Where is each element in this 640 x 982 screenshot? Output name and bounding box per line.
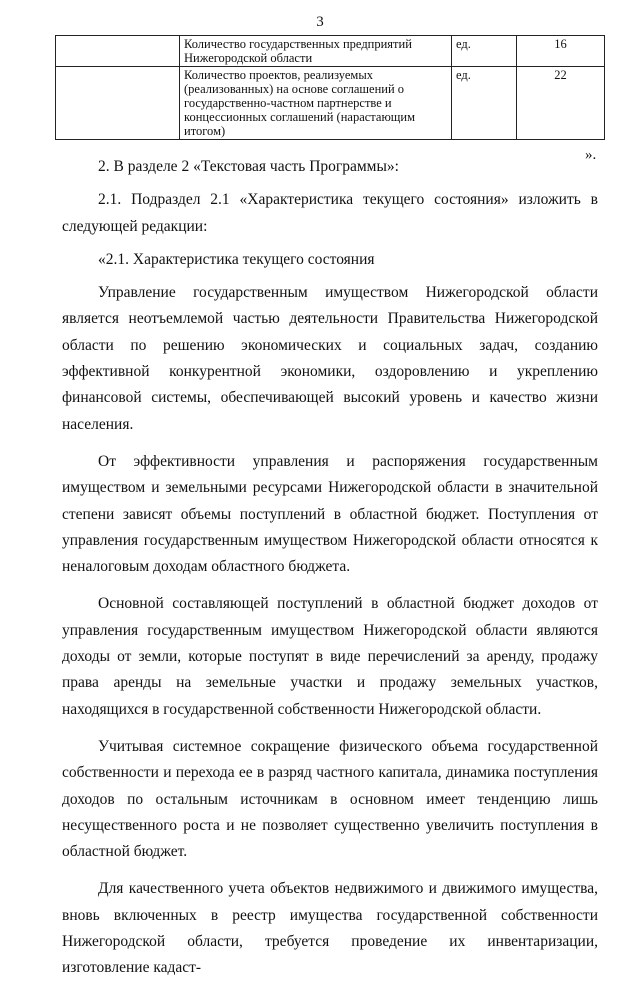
table-cell-name: Количество государственных предприятий Нижегородской области <box>180 36 452 67</box>
paragraph-subsection: 2.1. Подраздел 2.1 «Характеристика текущего состояния» изложить в следующей редакции: <box>62 191 598 235</box>
table-row <box>56 67 605 140</box>
paragraph: От эффективности управления и распоряжения государственным имуществом и земельными ресурсами Нижегородской области в значительной степени зависят объемы поступлений в областной бюджет. Поступления от управления государственным имуществом Нижегородской области относятся к неналоговым доходам областного бюджета. <box>62 452 598 576</box>
paragraph-title: «2.1. Характеристика текущего состояния <box>98 250 375 268</box>
paragraph: Основной составляющей поступлений в областной бюджет доходов от управления государственным имуществом Нижегородской области являются доходы от земли, которые поступят в виде перечислений за аренду, продажу права аренды на земельные участки и продажу земельных участков, находящихся в государственной собственности Нижегородской области. <box>62 595 598 718</box>
table-cell-unit: ед. <box>452 67 517 140</box>
table-cell-empty <box>56 36 180 67</box>
table-cell-name: Количество проектов, реализуемых (реализованных) на основе соглашений о государственно-частном партнерстве и концессионных соглашений (нарастающим итогом) <box>180 67 452 140</box>
table-cell-unit: ед. <box>452 36 517 67</box>
table-row <box>56 36 605 67</box>
table-cell-value: 22 <box>517 67 605 140</box>
paragraph-section-heading: 2. В разделе 2 «Текстовая часть Программы»: <box>98 158 399 175</box>
table-cell-value: 16 <box>517 36 605 67</box>
indicators-table <box>55 35 605 140</box>
document-body <box>62 154 598 982</box>
paragraph: Для качественного учета объектов недвижимого и движимого имущества, вновь включенных в реестр имущества государственной собственности Нижегородской области, требуется проведение их инвентаризации, изготовление кадаст- <box>62 880 598 977</box>
page-number: 3 <box>316 14 324 30</box>
table-cell-empty <box>56 67 180 140</box>
table-closing-quote: ». <box>585 147 597 163</box>
paragraph: Учитывая системное сокращение физического объема государственной собственности и перехода ее в разряд частного капитала, динамика поступления доходов по остальным источникам в основном имеет тенденцию лишь несущественного роста и не позволяет существенно увеличить поступления в областной бюджет. <box>62 737 598 861</box>
paragraph: Управление государственным имуществом Нижегородской области является неотъемлемой частью деятельности Правительства Нижегородской области по решению экономических и социальных задач, созданию эффективной конкурентной экономики, оздоровлению и укреплению финансовой системы, обеспечивающей высокий уровень и качество жизни населения. <box>62 284 598 433</box>
